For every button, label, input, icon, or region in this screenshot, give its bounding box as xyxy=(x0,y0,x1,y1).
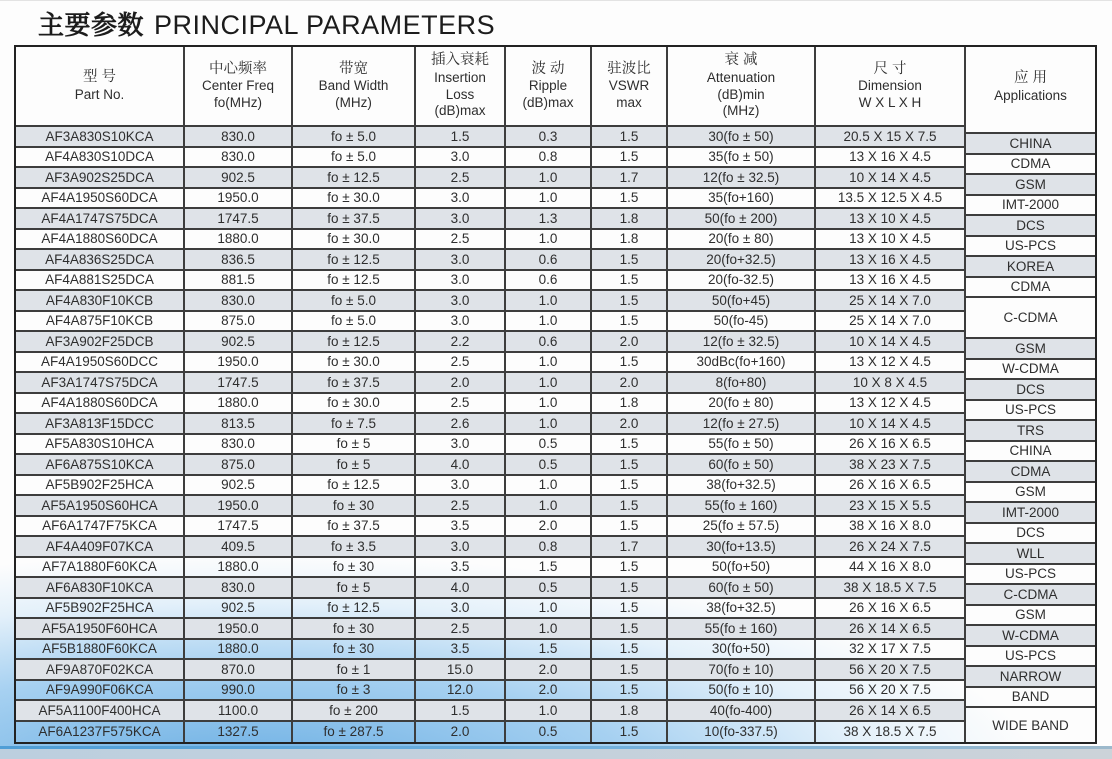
table-cell: 26 X 16 X 6.5 xyxy=(816,599,966,620)
table-cell: 30dBc(fo+160) xyxy=(668,353,816,374)
table-cell: 50(fo-45) xyxy=(668,312,816,333)
table-cell: fo ± 30 xyxy=(293,496,416,517)
table-cell: 3.5 xyxy=(416,558,506,579)
table-cell: 0.5 xyxy=(506,455,592,476)
table-cell: fo ± 3 xyxy=(293,681,416,702)
table-cell: 1.5 xyxy=(592,353,668,374)
application-cell: DCS xyxy=(966,216,1095,237)
table-cell: AF3A830S10KCA xyxy=(16,127,185,148)
table-cell: AF7A1880F60KCA xyxy=(16,558,185,579)
application-cell: CHINA xyxy=(966,134,1095,155)
table-cell: 1.5 xyxy=(592,271,668,292)
application-cell: WIDE BAND xyxy=(992,717,1069,733)
table-cell: 25(fo ± 57.5) xyxy=(668,517,816,538)
table-cell: 2.5 xyxy=(416,394,506,415)
table-cell: fo ± 30 xyxy=(293,619,416,640)
application-cell: KOREA xyxy=(966,257,1095,278)
table-cell: 23 X 15 X 5.5 xyxy=(816,496,966,517)
table-cell: fo ± 30 xyxy=(293,558,416,579)
table-cell: 1880.0 xyxy=(185,558,293,579)
application-cell: GSM xyxy=(966,175,1095,196)
table-cell: AF6A1237F575KCA xyxy=(16,722,185,743)
table-cell: 60(fo ± 50) xyxy=(668,578,816,599)
table-cell: 20(fo ± 80) xyxy=(668,394,816,415)
table-cell: 1747.5 xyxy=(185,517,293,538)
table-cell: AF6A830F10KCA xyxy=(16,578,185,599)
table-cell: AF4A1880S60DCA xyxy=(16,394,185,415)
table-cell: AF4A830S10DCA xyxy=(16,148,185,169)
table-cell: 26 X 16 X 6.5 xyxy=(816,435,966,456)
table-cell: 0.6 xyxy=(506,271,592,292)
header-applications: 应 用 Applications xyxy=(994,69,1067,103)
table-cell: 3.0 xyxy=(416,250,506,271)
table-cell: 10 X 14 X 4.5 xyxy=(816,332,966,353)
table-cell: 35(fo+160) xyxy=(668,189,816,210)
table-cell: 1.0 xyxy=(506,394,592,415)
table-cell: 26 X 24 X 7.5 xyxy=(816,537,966,558)
table-cell: 875.0 xyxy=(185,312,293,333)
applications-column xyxy=(966,47,1095,742)
table-cell: 2.0 xyxy=(592,373,668,394)
table-cell: AF3A902S25DCA xyxy=(16,168,185,189)
table-cell: 10 X 14 X 4.5 xyxy=(816,414,966,435)
table-cell: 1.5 xyxy=(506,558,592,579)
table-cell: 56 X 20 X 7.5 xyxy=(816,681,966,702)
table-cell: fo ± 12.5 xyxy=(293,250,416,271)
table-cell: AF5A1950F60HCA xyxy=(16,619,185,640)
table-cell: 13 X 10 X 4.5 xyxy=(816,230,966,251)
table-cell: 1.5 xyxy=(592,291,668,312)
table-cell: 2.0 xyxy=(506,517,592,538)
table-cell: 26 X 14 X 6.5 xyxy=(816,701,966,722)
table-cell: 902.5 xyxy=(185,168,293,189)
table-cell: 13 X 16 X 4.5 xyxy=(816,148,966,169)
table-cell: 3.0 xyxy=(416,189,506,210)
table-cell: 813.5 xyxy=(185,414,293,435)
table-cell: 12(fo ± 32.5) xyxy=(668,332,816,353)
table-cell: AF5B1880F60KCA xyxy=(16,640,185,661)
table-cell: AF9A870F02KCA xyxy=(16,660,185,681)
table-cell: 2.5 xyxy=(416,496,506,517)
table-cell: 25 X 14 X 7.0 xyxy=(816,291,966,312)
table-cell: 1.8 xyxy=(592,701,668,722)
table-cell: 881.5 xyxy=(185,271,293,292)
application-cell: BAND xyxy=(966,688,1095,709)
application-cell: CDMA xyxy=(966,155,1095,176)
table-cell: 1.5 xyxy=(592,517,668,538)
table-cell: 1.5 xyxy=(592,640,668,661)
table-cell: 1.5 xyxy=(592,619,668,640)
table-cell: fo ± 37.5 xyxy=(293,517,416,538)
table-cell: 2.0 xyxy=(506,681,592,702)
table-cell: AF6A875S10KCA xyxy=(16,455,185,476)
table-cell: fo ± 5 xyxy=(293,578,416,599)
table-cell: 20(fo ± 80) xyxy=(668,230,816,251)
table-cell: 15.0 xyxy=(416,660,506,681)
table-cell: fo ± 37.5 xyxy=(293,209,416,230)
table-cell: 1.5 xyxy=(506,640,592,661)
table-cell: 38 X 16 X 8.0 xyxy=(816,517,966,538)
table-cell: fo ± 5.0 xyxy=(293,148,416,169)
table-cell: 13.5 X 12.5 X 4.5 xyxy=(816,189,966,210)
application-cell: US-PCS xyxy=(966,647,1095,668)
table-cell: 902.5 xyxy=(185,599,293,620)
applications-header-spacer xyxy=(966,47,1095,134)
table-cell: 0.5 xyxy=(506,578,592,599)
table-cell: 409.5 xyxy=(185,537,293,558)
table-cell: 1.0 xyxy=(506,599,592,620)
table-cell: 1.5 xyxy=(592,250,668,271)
table-cell: 1.3 xyxy=(506,209,592,230)
table-cell: fo ± 5 xyxy=(293,455,416,476)
table-cell: 12(fo ± 27.5) xyxy=(668,414,816,435)
table-cell: 1.8 xyxy=(592,209,668,230)
table-cell: AF5A830S10HCA xyxy=(16,435,185,456)
table-cell: 38 X 18.5 X 7.5 xyxy=(816,578,966,599)
table-cell: AF4A830F10KCB xyxy=(16,291,185,312)
table-cell: 20(fo-32.5) xyxy=(668,271,816,292)
table-cell: fo ± 30.0 xyxy=(293,230,416,251)
table-cell: 13 X 16 X 4.5 xyxy=(816,250,966,271)
table-cell: 3.0 xyxy=(416,291,506,312)
table-cell: 38 X 23 X 7.5 xyxy=(816,455,966,476)
table-cell: fo ± 200 xyxy=(293,701,416,722)
table-cell: 1.5 xyxy=(592,681,668,702)
table-cell: fo ± 5.0 xyxy=(293,127,416,148)
table-cell: 3.0 xyxy=(416,148,506,169)
table-cell: 13 X 10 X 4.5 xyxy=(816,209,966,230)
table-cell: AF5B902F25HCA xyxy=(16,476,185,497)
table-cell: 44 X 16 X 8.0 xyxy=(816,558,966,579)
application-cell: WLL xyxy=(966,544,1095,565)
table-cell: 1950.0 xyxy=(185,353,293,374)
table-cell: 0.8 xyxy=(506,537,592,558)
table-cell: 8(fo+80) xyxy=(668,373,816,394)
table-cell: 0.8 xyxy=(506,148,592,169)
table-cell: 1.7 xyxy=(592,168,668,189)
table-cell: 830.0 xyxy=(185,578,293,599)
table-cell: 902.5 xyxy=(185,332,293,353)
application-cell: C-CDMA xyxy=(966,298,1095,339)
application-cell: CHINA xyxy=(966,442,1095,463)
table-cell: 1.5 xyxy=(592,148,668,169)
table-cell: 50(fo+45) xyxy=(668,291,816,312)
table-cell: fo ± 5 xyxy=(293,435,416,456)
table-cell: 10 X 14 X 4.5 xyxy=(816,168,966,189)
table-cell: AF4A409F07KCA xyxy=(16,537,185,558)
table-cell: 1.5 xyxy=(592,558,668,579)
table-cell: 1.5 xyxy=(592,127,668,148)
page-title xyxy=(38,5,495,42)
table-cell: 10 X 8 X 4.5 xyxy=(816,373,966,394)
application-cell: GSM xyxy=(966,606,1095,627)
table-cell: 50(fo+50) xyxy=(668,558,816,579)
table-cell: AF4A1950S60DCC xyxy=(16,353,185,374)
table-cell: 2.0 xyxy=(416,722,506,743)
header-attenuation: 衰 减 Attenuation (dB)min (MHz) xyxy=(668,47,816,127)
table-cell: 2.0 xyxy=(416,373,506,394)
table-cell: 875.0 xyxy=(185,455,293,476)
table-cell: 870.0 xyxy=(185,660,293,681)
table-cell: 1.5 xyxy=(592,722,668,743)
table-cell: AF4A1950S60DCA xyxy=(16,189,185,210)
table-cell: 830.0 xyxy=(185,127,293,148)
table-cell: 40(fo-400) xyxy=(668,701,816,722)
table-cell: 60(fo ± 50) xyxy=(668,455,816,476)
table-cell: 32 X 17 X 7.5 xyxy=(816,640,966,661)
table-cell: AF3A813F15DCC xyxy=(16,414,185,435)
table-cell: 3.0 xyxy=(416,435,506,456)
table-cell: 26 X 16 X 6.5 xyxy=(816,476,966,497)
application-cell: W-CDMA xyxy=(966,360,1095,381)
table-cell: 1.5 xyxy=(592,435,668,456)
table-cell: 1.0 xyxy=(506,353,592,374)
header-band-width: 带宽 Band Width (MHz) xyxy=(293,47,416,127)
table-cell: 1.5 xyxy=(592,476,668,497)
table-cell: AF4A836S25DCA xyxy=(16,250,185,271)
table-cell: 1880.0 xyxy=(185,640,293,661)
header-ripple: 波 动 Ripple (dB)max xyxy=(506,47,592,127)
table-cell: 830.0 xyxy=(185,435,293,456)
table-cell: 1.8 xyxy=(592,230,668,251)
table-cell: 2.0 xyxy=(592,332,668,353)
table-cell: 2.5 xyxy=(416,353,506,374)
table-cell: 1950.0 xyxy=(185,496,293,517)
table-cell: 2.6 xyxy=(416,414,506,435)
table-cell: 836.5 xyxy=(185,250,293,271)
table-cell: 1.5 xyxy=(592,455,668,476)
application-cell: W-CDMA xyxy=(966,626,1095,647)
table-cell: AF4A875F10KCB xyxy=(16,312,185,333)
table-cell: fo ± 30.0 xyxy=(293,189,416,210)
table-cell: fo ± 30.0 xyxy=(293,394,416,415)
table-cell: 30(fo+50) xyxy=(668,640,816,661)
table-cell: 3.0 xyxy=(416,271,506,292)
application-cell: CDMA xyxy=(966,462,1095,483)
table-cell: 1.7 xyxy=(592,537,668,558)
table-cell: 26 X 14 X 6.5 xyxy=(816,619,966,640)
table-cell: 13 X 16 X 4.5 xyxy=(816,271,966,292)
table-cell: 4.0 xyxy=(416,578,506,599)
table-cell: 20.5 X 15 X 7.5 xyxy=(816,127,966,148)
table-cell: 1.0 xyxy=(506,496,592,517)
table-cell: fo ± 3.5 xyxy=(293,537,416,558)
table-cell: 902.5 xyxy=(185,476,293,497)
application-cell: US-PCS xyxy=(966,565,1095,586)
page-title-english: PRINCIPAL PARAMETERS xyxy=(154,10,496,40)
table-cell: 1100.0 xyxy=(185,701,293,722)
table-cell: fo ± 5.0 xyxy=(293,291,416,312)
table-cell: AF6A1747F75KCA xyxy=(16,517,185,538)
table-cell: 55(fo ± 50) xyxy=(668,435,816,456)
table-cell: fo ± 287.5 xyxy=(293,722,416,743)
table-cell: 1747.5 xyxy=(185,209,293,230)
table-cell: 38 X 18.5 X 7.5 xyxy=(816,722,966,743)
table-cell: 1.5 xyxy=(592,599,668,620)
header-center-freq: 中心频率 Center Freq fo(MHz) xyxy=(185,47,293,127)
table-cell: 1.0 xyxy=(506,189,592,210)
table-cell: 1.5 xyxy=(592,578,668,599)
table-cell: 56 X 20 X 7.5 xyxy=(816,660,966,681)
table-cell: 830.0 xyxy=(185,148,293,169)
table-cell: AF5A1100F400HCA xyxy=(16,701,185,722)
table-cell: AF4A1747S75DCA xyxy=(16,209,185,230)
table-cell: 1.5 xyxy=(592,189,668,210)
application-cell: TRS xyxy=(966,421,1095,442)
page-title-chinese: 主要参数 xyxy=(38,10,145,40)
table-cell: 3.0 xyxy=(416,312,506,333)
table-cell: 10(fo-337.5) xyxy=(668,722,816,743)
table-cell: fo ± 30 xyxy=(293,640,416,661)
table-cell: fo ± 12.5 xyxy=(293,168,416,189)
table-cell: fo ± 12.5 xyxy=(293,271,416,292)
table-cell: 1327.5 xyxy=(185,722,293,743)
table-cell: AF4A1880S60DCA xyxy=(16,230,185,251)
table-cell: 1880.0 xyxy=(185,394,293,415)
table-cell: 35(fo ± 50) xyxy=(668,148,816,169)
table-cell: 1950.0 xyxy=(185,619,293,640)
table-cell: fo ± 30.0 xyxy=(293,353,416,374)
table-cell: 30(fo ± 50) xyxy=(668,127,816,148)
table-cell: AF3A902F25DCB xyxy=(16,332,185,353)
application-cell: GSM xyxy=(966,483,1095,504)
table-cell: 1.5 xyxy=(592,660,668,681)
table-cell: 13 X 12 X 4.5 xyxy=(816,353,966,374)
table-cell: 0.6 xyxy=(506,250,592,271)
table-cell: 1.0 xyxy=(506,414,592,435)
table-cell: 12(fo ± 32.5) xyxy=(668,168,816,189)
table-cell: 25 X 14 X 7.0 xyxy=(816,312,966,333)
application-cell: IMT-2000 xyxy=(966,196,1095,217)
table-cell: 1.5 xyxy=(416,701,506,722)
table-cell: fo ± 5.0 xyxy=(293,312,416,333)
table-cell: 0.3 xyxy=(506,127,592,148)
table-cell: 990.0 xyxy=(185,681,293,702)
table-cell: 1.0 xyxy=(506,230,592,251)
application-cell: CDMA xyxy=(966,278,1095,299)
table-cell: 3.0 xyxy=(416,537,506,558)
table-cell: 4.0 xyxy=(416,455,506,476)
table-cell: fo ± 1 xyxy=(293,660,416,681)
table-cell: 3.0 xyxy=(416,209,506,230)
table-cell: 3.0 xyxy=(416,599,506,620)
table-cell: AF9A990F06KCA xyxy=(16,681,185,702)
header-dimension: 尺 寸 Dimension W X L X H xyxy=(816,47,966,127)
table-cell: 1.0 xyxy=(506,291,592,312)
table-cell: 1.5 xyxy=(592,496,668,517)
table-cell: 2.5 xyxy=(416,619,506,640)
application-cell: US-PCS xyxy=(966,237,1095,258)
table-cell: 1.0 xyxy=(506,619,592,640)
table-cell: 55(fo ± 160) xyxy=(668,496,816,517)
table-cell: 1747.5 xyxy=(185,373,293,394)
application-cell: US-PCS xyxy=(966,401,1095,422)
application-cell: GSM xyxy=(966,339,1095,360)
table-cell: 0.5 xyxy=(506,435,592,456)
parameters-grid xyxy=(16,47,1095,742)
table-cell: 38(fo+32.5) xyxy=(668,599,816,620)
table-cell: fo ± 7.5 xyxy=(293,414,416,435)
header-part-no: 型 号 Part No. xyxy=(16,47,185,127)
table-cell: 3.0 xyxy=(416,476,506,497)
table-cell: 1.5 xyxy=(592,312,668,333)
table-cell: 0.6 xyxy=(506,332,592,353)
table-cell: 1950.0 xyxy=(185,189,293,210)
table-cell: fo ± 12.5 xyxy=(293,476,416,497)
table-cell: 2.0 xyxy=(506,660,592,681)
table-cell: 1.5 xyxy=(416,127,506,148)
table-cell: AF5B902F25HCA xyxy=(16,599,185,620)
table-cell: 12.0 xyxy=(416,681,506,702)
table-cell: 1.0 xyxy=(506,373,592,394)
table-cell: 3.5 xyxy=(416,517,506,538)
parameters-table xyxy=(14,45,1097,744)
table-cell: 50(fo ± 10) xyxy=(668,681,816,702)
table-cell: 50(fo ± 200) xyxy=(668,209,816,230)
table-cell: 1.0 xyxy=(506,476,592,497)
table-cell: 1.0 xyxy=(506,312,592,333)
table-cell: fo ± 12.5 xyxy=(293,599,416,620)
table-cell: 1.0 xyxy=(506,168,592,189)
table-cell: 2.0 xyxy=(592,414,668,435)
table-cell: 1.0 xyxy=(506,701,592,722)
table-cell: 20(fo+32.5) xyxy=(668,250,816,271)
table-cell: 2.5 xyxy=(416,230,506,251)
table-cell: 38(fo+32.5) xyxy=(668,476,816,497)
header-vswr: 驻波比 VSWR max xyxy=(592,47,668,127)
table-cell: 2.5 xyxy=(416,168,506,189)
table-cell: 55(fo ± 160) xyxy=(668,619,816,640)
table-cell: 13 X 12 X 4.5 xyxy=(816,394,966,415)
table-cell: AF3A1747S75DCA xyxy=(16,373,185,394)
table-cell: 830.0 xyxy=(185,291,293,312)
table-cell: 0.5 xyxy=(506,722,592,743)
table-cell: 2.2 xyxy=(416,332,506,353)
table-cell: 3.5 xyxy=(416,640,506,661)
application-cell: DCS xyxy=(966,380,1095,401)
table-cell: 70(fo ± 10) xyxy=(668,660,816,681)
application-cell: IMT-2000 xyxy=(966,503,1095,524)
application-cell: NARROW xyxy=(966,667,1095,688)
table-cell: 30(fo+13.5) xyxy=(668,537,816,558)
table-cell: 1880.0 xyxy=(185,230,293,251)
table-cell: AF4A881S25DCA xyxy=(16,271,185,292)
table-cell: AF5A1950S60HCA xyxy=(16,496,185,517)
application-cell: C-CDMA xyxy=(966,585,1095,606)
table-cell: fo ± 37.5 xyxy=(293,373,416,394)
header-insertion-loss: 插入衰耗 Insertion Loss (dB)max xyxy=(416,47,506,127)
table-cell: 1.8 xyxy=(592,394,668,415)
application-cell: DCS xyxy=(966,524,1095,545)
table-cell: fo ± 12.5 xyxy=(293,332,416,353)
